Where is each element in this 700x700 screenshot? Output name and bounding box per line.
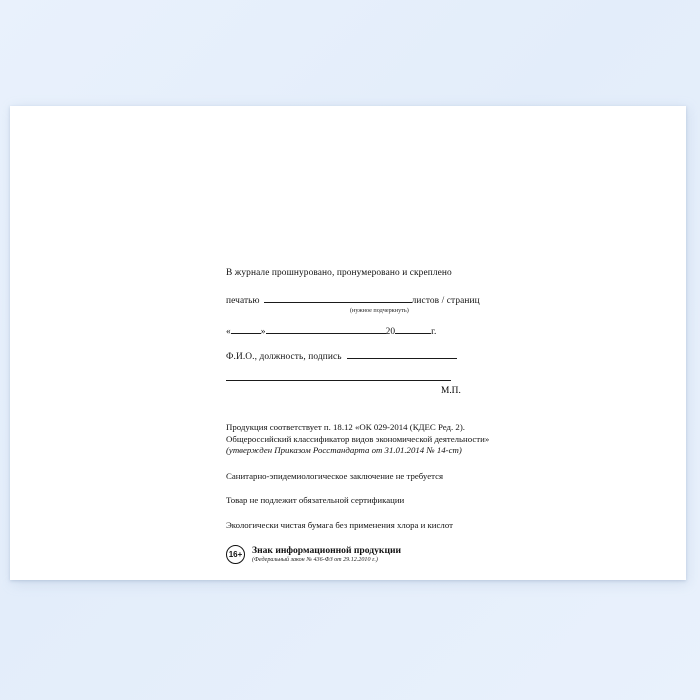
compliance-line-1: Продукция соответствует п. 18.12 «ОК 029-2014 (КДЕС Ред. 2). <box>226 422 465 432</box>
certification-note: Товар не подлежит обязательной сертификации <box>226 495 405 506</box>
eco-note: Экологически чистая бумага без применения хлора и кислот <box>226 520 453 531</box>
compliance-line-3: (утвержден Приказом Росстандарта от 31.01.2014 № 14-ст) <box>226 445 462 456</box>
stamp-block <box>226 268 646 396</box>
age-mark-text <box>252 545 401 563</box>
stamp-line-2 <box>226 293 646 308</box>
date-year-prefix: 20 <box>385 326 396 337</box>
date-open-quote: « <box>226 326 231 337</box>
document-content <box>226 268 646 564</box>
age-mark-title: Знак информационной продукции <box>252 544 402 556</box>
seal-abbreviation: М.П. <box>441 386 461 396</box>
stamp-sheets-input[interactable] <box>264 293 412 303</box>
document-page <box>10 106 686 580</box>
stamp-sheets-label: листов / страниц <box>411 295 480 306</box>
stamp-underline-note: (нужное подчеркнуть) <box>350 306 409 314</box>
date-day-input[interactable] <box>231 324 261 334</box>
age-mark-block <box>226 545 646 564</box>
stamp-pechatyu-label: печатью <box>226 295 260 306</box>
sanitary-note: Санитарно-эпидемиологическое заключение не требуется <box>226 470 444 481</box>
signature-label: Ф.И.О., должность, подпись <box>226 352 342 363</box>
compliance-note <box>226 422 646 457</box>
age-rating-icon: 16+ <box>226 545 245 564</box>
date-close-quote: » <box>260 326 266 337</box>
date-year-suffix: г. <box>431 326 437 337</box>
stamp-date-row <box>226 324 646 339</box>
compliance-line-2: Общероссийский классификатор видов экономической деятельности» <box>226 433 490 444</box>
date-month-input[interactable] <box>266 324 386 334</box>
stamp-line-1: В журнале прошнуровано, пронумеровано и скреплено <box>226 268 452 278</box>
date-year-input[interactable] <box>395 324 431 334</box>
signature-row <box>226 349 646 364</box>
age-mark-subtitle: (Федеральный закон № 436-ФЗ от 29.12.2010 г.) <box>252 556 378 563</box>
signature-input[interactable] <box>347 349 457 359</box>
signature-second-line[interactable] <box>226 370 451 381</box>
